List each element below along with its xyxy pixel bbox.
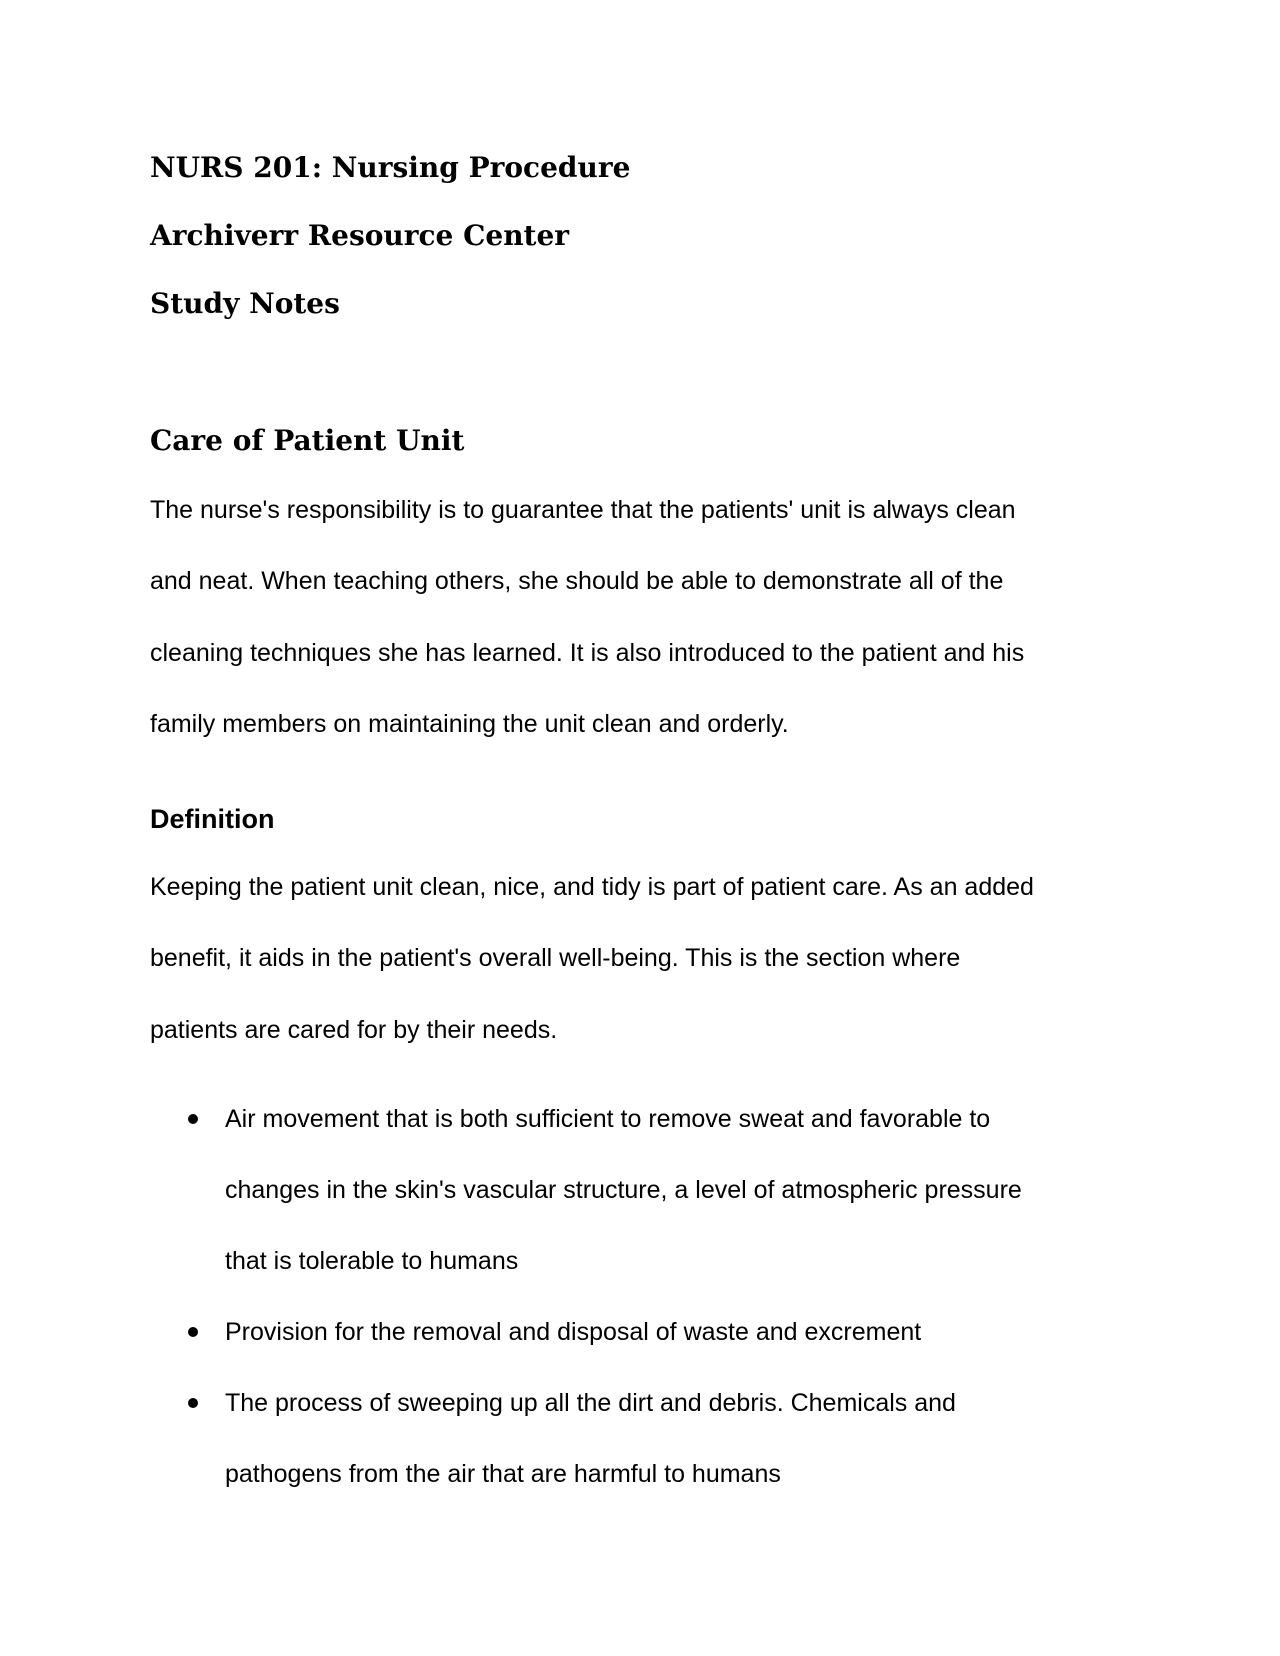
institution-name: Archiverr Resource Center — [150, 219, 570, 252]
care-paragraph-line: and neat. When teaching others, she should be able to demonstrate all of the — [150, 567, 1004, 595]
list-item-line: Air movement that is both sufficient to remove sweat and favorable to — [225, 1105, 991, 1133]
bullet-icon — [188, 1327, 198, 1337]
list-item-line: The process of sweeping up all the dirt and debris. Chemicals and — [225, 1389, 956, 1417]
document-type: Study Notes — [150, 287, 340, 320]
definition-paragraph-line: Keeping the patient unit clean, nice, and tidy is part of patient care. As an added — [150, 873, 1034, 901]
list-item-line: pathogens from the air that are harmful to humans — [225, 1460, 781, 1488]
list-item-line: changes in the skin's vascular structure, a level of atmospheric pressure — [225, 1176, 1022, 1204]
definition-paragraph-line: patients are cared for by their needs. — [150, 1016, 558, 1044]
section-heading-definition: Definition — [150, 804, 275, 834]
section-heading-care: Care of Patient Unit — [150, 424, 465, 457]
bullet-icon — [188, 1398, 198, 1408]
course-title: NURS 201: Nursing Procedure — [150, 151, 631, 184]
care-paragraph-line: family members on maintaining the unit clean and orderly. — [150, 710, 789, 738]
list-item-line: that is tolerable to humans — [225, 1247, 519, 1275]
list-item-line: Provision for the removal and disposal of waste and excrement — [225, 1318, 922, 1346]
care-paragraph-line: The nurse's responsibility is to guarantee that the patients' unit is always clean — [150, 496, 1016, 524]
definition-paragraph-line: benefit, it aids in the patient's overall well-being. This is the section where — [150, 944, 961, 972]
bullet-icon — [188, 1114, 198, 1124]
care-paragraph-line: cleaning techniques she has learned. It is also introduced to the patient and his — [150, 639, 1025, 667]
